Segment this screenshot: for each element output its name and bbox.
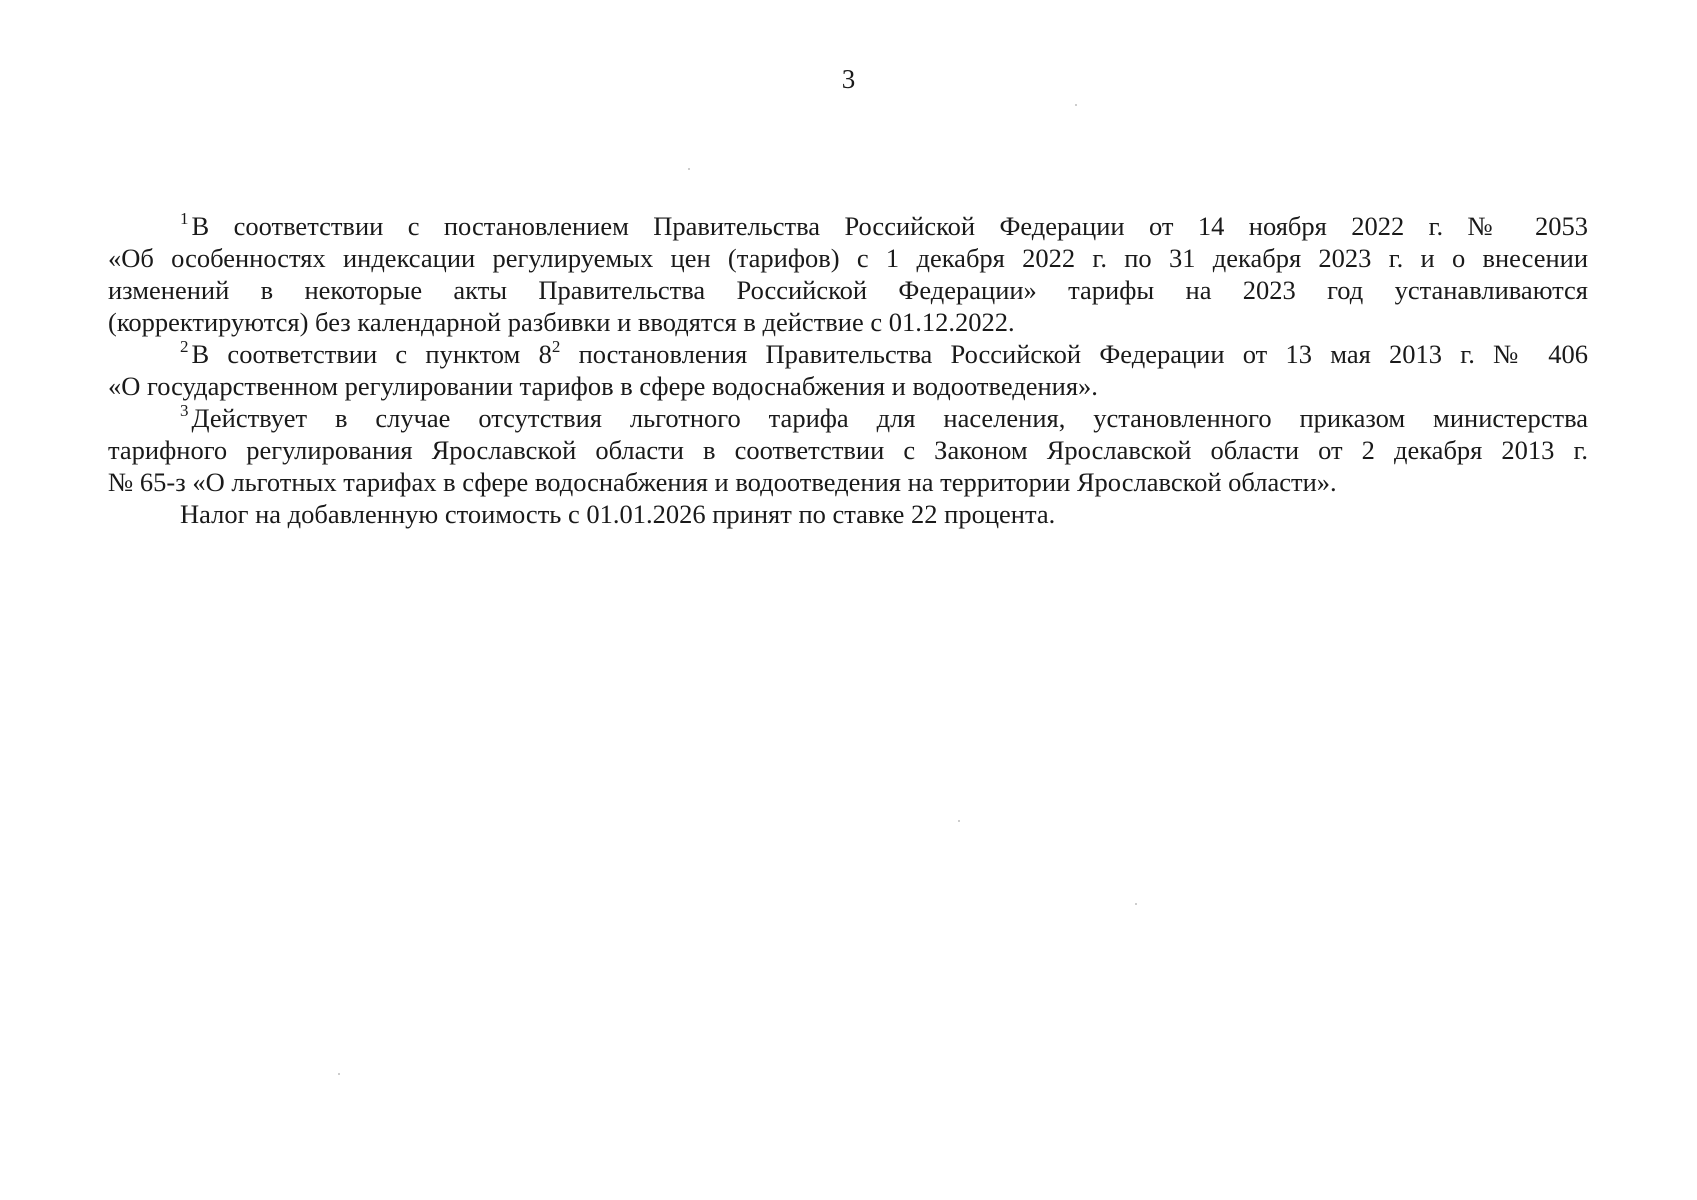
footnotes-block — [108, 210, 1588, 530]
scan-speck — [688, 168, 690, 170]
footnote-2-line-2: «О государственном регулировании тарифов в сфере водоснабжения и водоотведения». — [108, 371, 1098, 401]
footnote-1-line-2: «Об особенностях индексации регулируемых цен (тарифов) с 1 декабря 2022 г. по 31 декабря 2023 г. и о внесении — [108, 243, 1588, 273]
footnote-3-text-1: Действует в случае отсутствия льготного тарифа для населения, установленного приказом министерства — [191, 403, 1588, 433]
footnote-mark-3: 3 — [180, 401, 189, 420]
scan-speck — [1135, 903, 1137, 905]
footnote-2-text-after: постановления Правительства Российской Федерации от 13 мая 2013 г. № 406 — [560, 339, 1588, 369]
footnote-1-text-1: В соответствии с постановлением Правительства Российской Федерации от 14 ноября 2022 г. № 2053 — [191, 211, 1588, 241]
footnote-mark-1: 1 — [180, 209, 189, 228]
scan-speck — [338, 1073, 340, 1075]
footnote-1-line-3: изменений в некоторые акты Правительства Российской Федерации» тарифы на 2023 год устанавливаются — [108, 275, 1588, 305]
footnote-2-superscript: 2 — [551, 337, 561, 356]
footnote-1-line-4: (корректируются) без календарной разбивки и вводятся в действие с 01.12.2022. — [108, 307, 1015, 337]
page-number: 3 — [841, 64, 856, 94]
footnote-3-line-3: № 65-з «О льготных тарифах в сфере водоснабжения и водоотведения на территории Ярославской области». — [108, 467, 1337, 497]
footnote-3-line-2: тарифного регулирования Ярославской области в соответствии с Законом Ярославской области от 2 декабря 2013 г. — [108, 435, 1588, 465]
footnote-3-line-1 — [108, 402, 1588, 434]
footnote-1-line-1 — [108, 210, 1588, 242]
footnote-2-text-before: В соответствии с пунктом 8 — [191, 339, 552, 369]
vat-note: Налог на добавленную стоимость с 01.01.2026 принят по ставке 22 процента. — [180, 499, 1056, 529]
footnote-mark-2: 2 — [180, 337, 189, 356]
footnote-2-line-1 — [108, 338, 1588, 370]
scan-speck — [1075, 104, 1077, 106]
scan-speck — [958, 820, 960, 822]
